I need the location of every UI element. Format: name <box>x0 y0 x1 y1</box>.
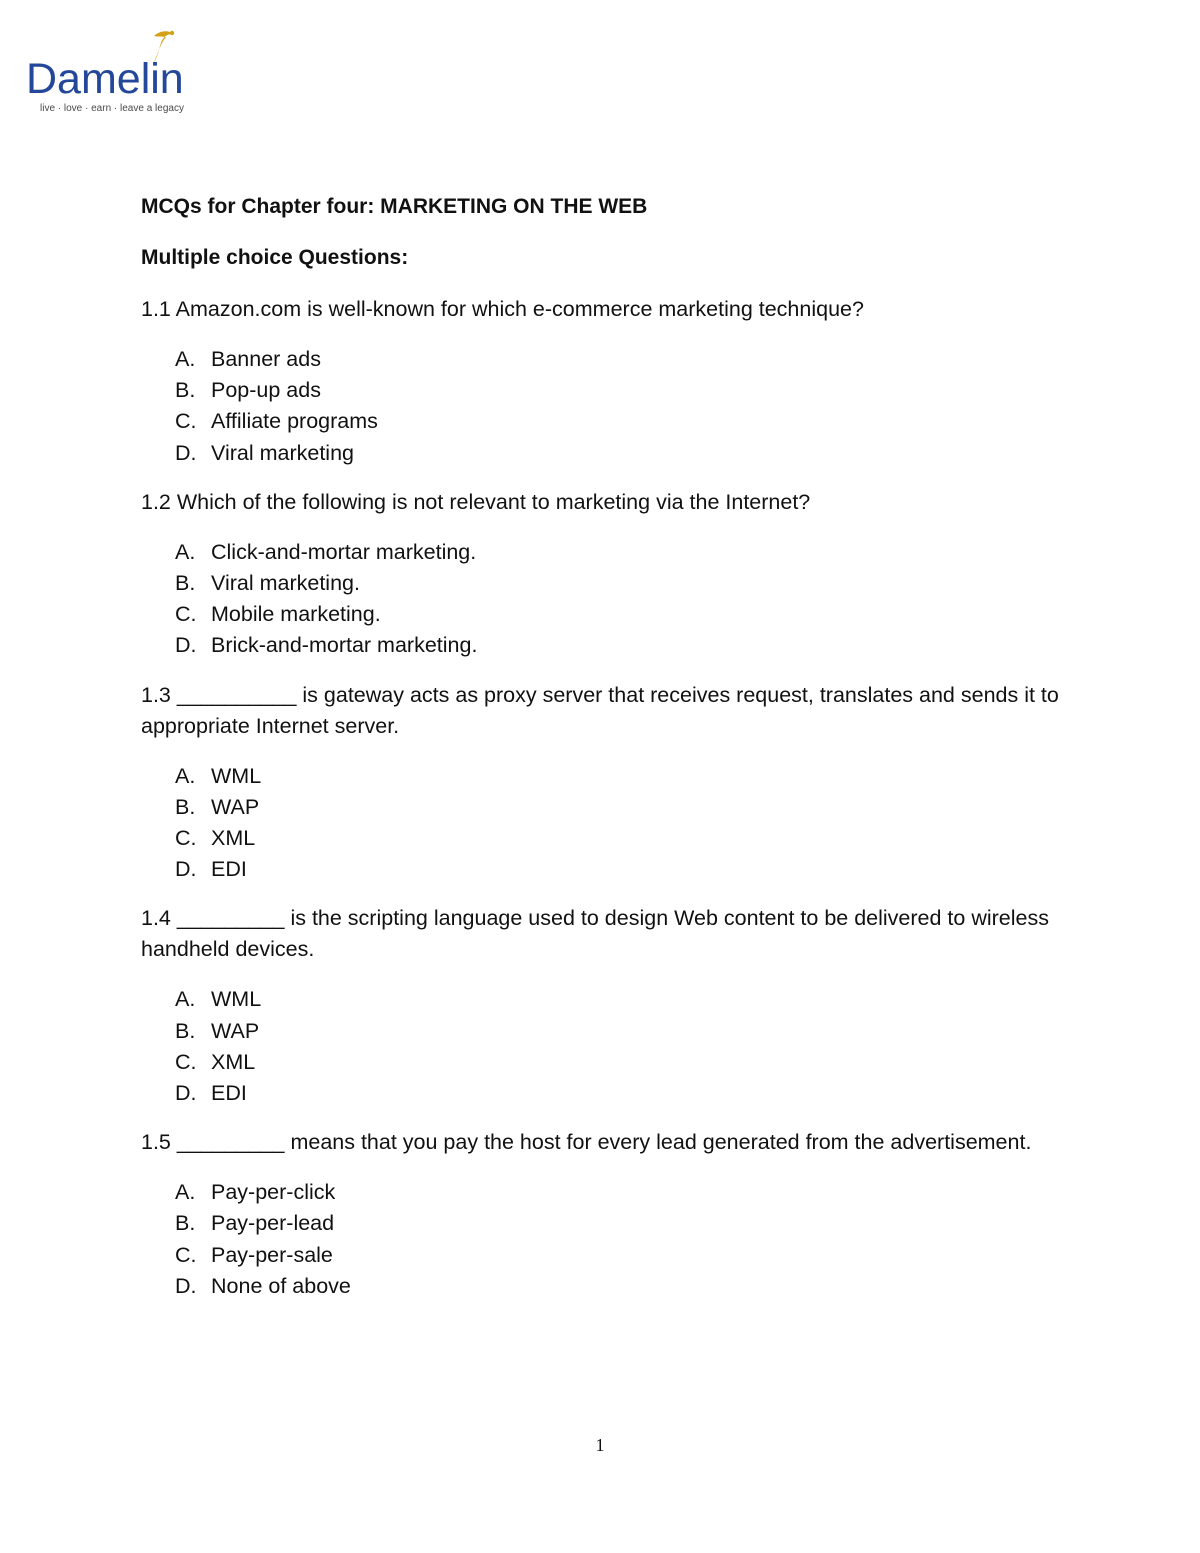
option-item <box>175 375 1061 406</box>
option-letter: A. <box>175 987 196 1012</box>
option-text: Mobile marketing. <box>211 602 381 627</box>
option-text: Pay-per-sale <box>211 1242 333 1267</box>
option-text: EDI <box>211 857 247 882</box>
option-letter: B. <box>175 1018 196 1043</box>
option-text: WAP <box>211 794 260 819</box>
option-letter: D. <box>175 857 197 882</box>
option-letter: C. <box>175 602 197 627</box>
document-subtitle: Multiple choice Questions: <box>141 246 409 269</box>
option-item <box>175 854 1061 885</box>
option-item <box>175 823 1061 854</box>
option-letter: D. <box>175 440 197 465</box>
option-list <box>141 984 1061 1109</box>
option-text: Pop-up ads <box>211 378 321 403</box>
option-item <box>175 984 1061 1015</box>
option-item <box>175 761 1061 792</box>
option-letter: B. <box>175 378 196 403</box>
option-letter: C. <box>175 409 197 434</box>
option-item <box>175 568 1061 599</box>
option-item <box>175 1016 1061 1047</box>
option-letter: A. <box>175 763 196 788</box>
option-letter: B. <box>175 794 196 819</box>
option-text: Pay-per-click <box>211 1180 336 1205</box>
option-text: XML <box>211 1049 256 1074</box>
document-title: MCQs for Chapter four: MARKETING ON THE WEB <box>141 195 648 218</box>
option-letter: A. <box>175 347 196 371</box>
option-item <box>175 630 1061 661</box>
option-item <box>175 1078 1061 1109</box>
option-letter: B. <box>175 571 196 596</box>
question-text: 1.1 Amazon.com is well-known for which e-commerce marketing technique? <box>141 297 864 321</box>
option-text: None of above <box>211 1273 351 1298</box>
option-letter: D. <box>175 633 197 658</box>
option-text: WML <box>211 763 262 788</box>
damelin-logo <box>26 28 216 118</box>
option-text: Brick-and-mortar marketing. <box>211 633 478 658</box>
option-letter: C. <box>175 1242 197 1267</box>
option-text: WML <box>211 987 262 1012</box>
option-list <box>141 537 1061 662</box>
option-text: Pay-per-lead <box>211 1211 335 1236</box>
option-list <box>141 1177 1061 1302</box>
question-text: 1.4 _________ is the scripting language used to design Web content to be delivered to wireless handheld devices. <box>141 906 1049 962</box>
option-text: Affiliate programs <box>211 409 378 434</box>
option-text: Viral marketing. <box>211 571 360 596</box>
question-text: 1.5 _________ means that you pay the host for every lead generated from the advertisement. <box>141 1130 1032 1155</box>
option-item <box>175 1240 1061 1271</box>
option-item <box>175 792 1061 823</box>
option-letter: A. <box>175 539 196 564</box>
option-text: Banner ads <box>211 347 321 371</box>
option-letter: D. <box>175 1273 197 1298</box>
option-letter: B. <box>175 1211 196 1236</box>
page-number: 1 <box>595 1435 605 1455</box>
question-list <box>141 294 1061 1302</box>
option-item <box>175 537 1061 568</box>
option-letter: C. <box>175 826 197 851</box>
option-item <box>175 1047 1061 1078</box>
option-text: Click-and-mortar marketing. <box>211 539 477 564</box>
option-text: WAP <box>211 1018 260 1043</box>
option-text: Viral marketing <box>211 440 354 465</box>
document-body <box>141 193 1061 1320</box>
option-letter: A. <box>175 1180 196 1205</box>
logo-wordmark: Damelin <box>26 55 184 103</box>
option-text: EDI <box>211 1081 247 1106</box>
logo-tagline: live · love · earn · leave a legacy <box>40 103 184 114</box>
option-item <box>175 1271 1061 1302</box>
question-text: 1.2 Which of the following is not relevant to marketing via the Internet? <box>141 489 811 514</box>
option-list <box>141 761 1061 886</box>
option-item <box>175 599 1061 630</box>
option-item <box>175 1177 1061 1208</box>
option-text: XML <box>211 826 256 851</box>
question-text: 1.3 __________ is gateway acts as proxy server that receives request, translates and sends it to appropriate Internet server. <box>141 682 1059 738</box>
option-item <box>175 1208 1061 1239</box>
option-list <box>141 344 1061 469</box>
option-letter: D. <box>175 1081 197 1106</box>
option-letter: C. <box>175 1049 197 1074</box>
option-item <box>175 344 1061 375</box>
option-item <box>175 406 1061 437</box>
option-item <box>175 438 1061 469</box>
